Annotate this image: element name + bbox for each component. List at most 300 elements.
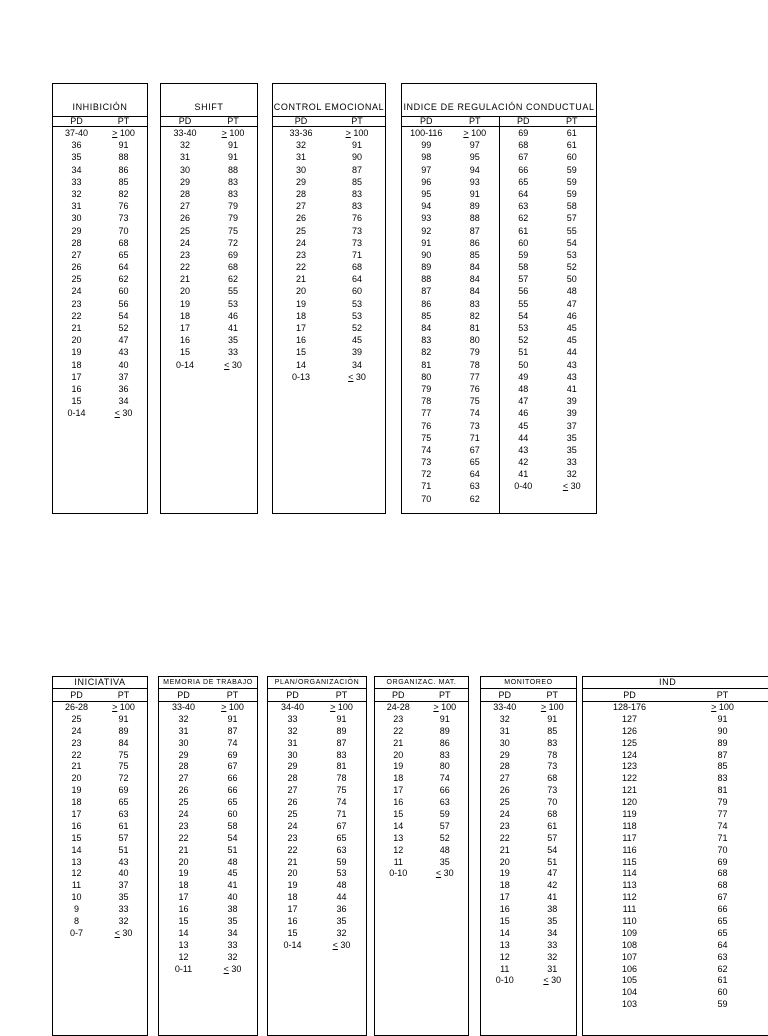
pt-cell: 78 <box>336 773 347 784</box>
pd-cell: 73 <box>421 457 432 468</box>
pt-cell: 68 <box>351 262 362 273</box>
table-row <box>53 359 147 371</box>
pt-cell: 40 <box>118 868 129 879</box>
pt-cell: 82 <box>469 310 480 321</box>
pd-cell: 11 <box>500 963 510 974</box>
pt-cell: 61 <box>547 820 558 831</box>
pd-cell: 16 <box>178 904 189 915</box>
table-row <box>268 857 366 869</box>
pd-cell: 64 <box>518 188 529 199</box>
table-row <box>583 975 768 987</box>
pd-cell: 74 <box>421 444 432 455</box>
pd-cell: 48 <box>518 383 529 394</box>
pt-cell: 38 <box>547 904 558 915</box>
table-row <box>273 139 385 151</box>
table-row <box>53 212 147 224</box>
table-row <box>481 868 576 880</box>
pd-cell: 23 <box>71 737 82 748</box>
pt-cell: 32 <box>336 927 347 938</box>
pt-cell: 47 <box>118 335 129 346</box>
table-row <box>53 904 147 916</box>
pt-cell: 36 <box>336 904 347 915</box>
pt-cell: 86 <box>469 237 480 248</box>
table-row <box>268 821 366 833</box>
pd-cell: 54 <box>518 310 529 321</box>
pt-cell: 53 <box>566 249 577 260</box>
pd-cell: 8 <box>73 916 79 927</box>
pd-cell: 16 <box>71 383 82 394</box>
table-row <box>53 310 147 322</box>
pd-cell: 34 <box>71 164 82 175</box>
pd-cell: 31 <box>287 737 298 748</box>
table-row <box>481 904 576 916</box>
table-row <box>53 845 147 857</box>
pd-cell: 29 <box>287 761 298 772</box>
pd-cell: 121 <box>621 785 638 796</box>
table-title: MEMORIA DE TRABAJO <box>163 679 253 686</box>
table-row <box>375 761 468 773</box>
pd-cell: 29 <box>178 749 189 760</box>
pd-cell: 27 <box>287 785 298 796</box>
pt-cell: 69 <box>118 785 129 796</box>
pt-cell: 32 <box>227 951 238 962</box>
pt-cell: < 30 <box>114 408 133 419</box>
pt-cell: 54 <box>227 832 238 843</box>
table-row <box>159 904 257 916</box>
pd-cell: 12 <box>393 844 404 855</box>
pd-cell: 72 <box>421 469 432 480</box>
pd-cell: 27 <box>179 201 190 212</box>
pt-cell: 56 <box>118 298 129 309</box>
pt-cell: 81 <box>336 761 347 772</box>
pt-cell: 62 <box>469 493 480 504</box>
table-row <box>273 322 385 334</box>
table-row <box>53 237 147 249</box>
pd-cell: 77 <box>421 408 432 419</box>
pt-cell: 93 <box>469 176 480 187</box>
pt-cell: 60 <box>227 809 238 820</box>
pd-cell: 27 <box>71 249 82 260</box>
pd-cell: 15 <box>287 927 298 938</box>
pt-cell: 94 <box>469 164 480 175</box>
header-pt: PT <box>565 116 578 126</box>
pt-cell: 47 <box>547 868 558 879</box>
table-row <box>161 188 257 200</box>
pd-cell: 23 <box>179 249 190 260</box>
pd-cell: 16 <box>499 904 510 915</box>
pd-cell: 80 <box>421 371 432 382</box>
pd-cell: 115 <box>622 856 637 867</box>
table-row <box>375 773 468 785</box>
pd-cell: 70 <box>421 493 432 504</box>
table-row <box>159 797 257 809</box>
table-row <box>273 298 385 310</box>
pt-cell: 45 <box>351 335 362 346</box>
pd-cell: 104 <box>621 987 638 998</box>
table-row <box>161 322 257 334</box>
pd-cell: 13 <box>71 856 82 867</box>
pt-cell: 53 <box>336 868 347 879</box>
pd-cell: 32 <box>178 713 189 724</box>
pt-cell: 80 <box>439 761 450 772</box>
pt-cell: 76 <box>469 383 480 394</box>
table-row <box>583 797 768 809</box>
table-row <box>481 821 576 833</box>
pd-cell: 18 <box>295 310 306 321</box>
table-row <box>273 261 385 273</box>
table-row <box>53 785 147 797</box>
pt-cell: 39 <box>566 408 577 419</box>
table-title: ORGANIZAC. MAT. <box>386 679 457 686</box>
table-row <box>273 310 385 322</box>
pt-cell: 65 <box>336 832 347 843</box>
header-pd: PD <box>623 690 636 700</box>
table-row <box>159 928 257 940</box>
table-row <box>159 940 257 952</box>
pt-cell: > 100 <box>330 702 353 712</box>
table-row <box>53 916 147 928</box>
table-header <box>159 688 257 702</box>
pd-cell: 20 <box>295 286 306 297</box>
table-organizac-mat <box>374 676 469 1036</box>
table-row <box>481 833 576 845</box>
pt-cell: 55 <box>227 286 238 297</box>
header-pt: PT <box>351 116 363 126</box>
pt-cell: 54 <box>547 844 558 855</box>
pd-cell: 57 <box>518 274 529 285</box>
pt-cell: 74 <box>439 773 450 784</box>
pt-cell: 51 <box>227 844 238 855</box>
pt-cell: 57 <box>118 832 129 843</box>
table-row <box>268 761 366 773</box>
pd-cell: 28 <box>179 188 190 199</box>
pd-cell: 31 <box>71 201 82 212</box>
pd-cell: 14 <box>393 820 404 831</box>
table-row <box>375 714 468 726</box>
pt-cell: 60 <box>351 286 362 297</box>
pd-cell: 81 <box>421 359 432 370</box>
pd-cell: 19 <box>393 761 404 772</box>
pd-cell: 22 <box>499 832 510 843</box>
table-row <box>481 714 576 726</box>
pt-cell: 69 <box>227 249 238 260</box>
pd-cell: 21 <box>178 844 189 855</box>
pt-cell: 41 <box>227 880 238 891</box>
pd-cell: 21 <box>295 274 306 285</box>
table-row <box>375 857 468 869</box>
table-row <box>268 773 366 785</box>
pt-cell: 45 <box>227 868 238 879</box>
table-row <box>53 139 147 151</box>
pt-cell: 76 <box>351 213 362 224</box>
pt-cell: 53 <box>351 310 362 321</box>
pd-cell: 17 <box>499 892 510 903</box>
pt-cell: 41 <box>227 323 238 333</box>
table-row <box>375 821 468 833</box>
table-row <box>273 200 385 212</box>
pd-cell: 109 <box>621 927 638 938</box>
header-pd: PD <box>178 116 192 126</box>
pt-cell: 78 <box>469 359 480 370</box>
table-row <box>583 857 768 869</box>
pt-cell: 86 <box>439 737 450 748</box>
table-row <box>268 714 366 726</box>
pd-cell: 44 <box>518 432 529 443</box>
pd-cell: 42 <box>518 457 529 468</box>
pt-cell: 48 <box>439 844 450 855</box>
table-row <box>159 868 257 880</box>
pt-cell: 74 <box>227 737 238 748</box>
pd-cell: 14 <box>178 927 189 938</box>
pd-cell: 116 <box>622 844 637 855</box>
pt-cell: 91 <box>469 188 480 199</box>
table-row <box>161 285 257 297</box>
table-row <box>481 892 576 904</box>
table-plan-organizacion <box>267 676 367 1036</box>
pd-cell: 24-28 <box>386 702 410 712</box>
pd-cell: 25 <box>295 225 306 236</box>
pt-cell: 73 <box>351 237 362 248</box>
table-row <box>53 127 147 139</box>
table-row <box>268 702 366 714</box>
pt-cell: 82 <box>118 188 129 199</box>
table-row <box>268 750 366 762</box>
pd-cell: 32 <box>71 188 82 199</box>
table-shift <box>160 83 258 514</box>
pd-cell: 0-10 <box>389 868 408 879</box>
pt-cell: 85 <box>351 176 362 187</box>
pd-cell: 27 <box>499 773 510 784</box>
pt-cell: 68 <box>717 880 728 891</box>
pt-cell: 71 <box>717 832 728 843</box>
table-row <box>481 857 576 869</box>
pd-cell: 83 <box>421 335 432 346</box>
pt-cell: 81 <box>469 323 480 333</box>
pd-cell: 119 <box>622 809 637 820</box>
table-row <box>161 346 257 358</box>
table-row <box>161 310 257 322</box>
table-row <box>53 151 147 163</box>
pt-cell: < 30 <box>543 975 562 986</box>
pd-cell: 24 <box>71 725 82 736</box>
pt-cell: 71 <box>336 809 347 820</box>
pt-cell: 51 <box>118 844 129 855</box>
table-row <box>583 952 768 964</box>
pd-cell: 67 <box>518 152 529 163</box>
pt-cell: 91 <box>351 140 362 151</box>
pd-cell: 13 <box>393 832 404 843</box>
pd-cell: 110 <box>622 916 637 927</box>
pd-cell: 19 <box>287 880 298 891</box>
pt-cell: 59 <box>336 856 347 867</box>
header-pt: PT <box>117 690 130 700</box>
pt-cell: 70 <box>547 797 558 808</box>
table-row <box>53 880 147 892</box>
pd-cell: 108 <box>621 939 638 950</box>
pd-cell: 25 <box>499 797 510 808</box>
table-header <box>161 116 257 127</box>
pt-cell: > 100 <box>221 128 245 138</box>
pd-cell: 28 <box>287 773 298 784</box>
table-title: SHIFT <box>194 102 224 112</box>
pt-cell: 44 <box>336 892 347 903</box>
table-row <box>159 785 257 797</box>
pd-cell: 97 <box>421 164 432 175</box>
pt-cell: < 30 <box>114 927 133 938</box>
pd-cell: 16 <box>393 797 404 808</box>
table-monitoreo <box>480 676 577 1036</box>
pd-cell: 30 <box>499 737 510 748</box>
header-pd: PD <box>70 690 83 700</box>
table-row <box>273 225 385 237</box>
table-row <box>53 395 147 407</box>
pd-cell: 18 <box>287 892 298 903</box>
table-row <box>375 726 468 738</box>
table-row <box>161 225 257 237</box>
table-row <box>481 797 576 809</box>
pd-cell: 55 <box>518 298 529 309</box>
pd-cell: 25 <box>179 225 190 236</box>
pt-cell: 88 <box>118 152 129 163</box>
pt-cell: 52 <box>118 323 129 333</box>
pt-cell: 83 <box>336 749 347 760</box>
pt-cell: 63 <box>336 844 347 855</box>
table-row <box>53 273 147 285</box>
pt-cell: 79 <box>227 201 238 212</box>
pt-cell: 83 <box>351 188 362 199</box>
pd-cell: 15 <box>178 916 189 927</box>
pt-cell: > 100 <box>433 702 457 712</box>
pt-cell: 76 <box>118 201 129 212</box>
pt-cell: 91 <box>227 713 238 724</box>
table-row <box>273 285 385 297</box>
pd-cell: 19 <box>71 785 82 796</box>
pt-cell: 33 <box>118 904 129 915</box>
pd-cell: 125 <box>621 737 638 748</box>
pd-cell: 18 <box>71 797 82 808</box>
pt-cell: 89 <box>118 725 129 736</box>
pd-cell: 43 <box>518 444 529 455</box>
pd-cell: 19 <box>178 868 189 879</box>
pd-cell: 32 <box>287 725 298 736</box>
pd-cell: 12 <box>499 951 510 962</box>
table-row <box>583 845 768 857</box>
table-row <box>159 726 257 738</box>
pt-cell: 65 <box>118 249 129 260</box>
table-row <box>481 975 576 987</box>
pd-cell: 87 <box>421 286 432 297</box>
pd-cell: 15 <box>393 809 404 820</box>
pt-cell: 52 <box>351 323 362 333</box>
pd-cell: 22 <box>287 844 298 855</box>
pt-cell: 73 <box>469 420 480 431</box>
pt-cell: 90 <box>717 725 728 736</box>
pt-cell: 33 <box>227 939 238 950</box>
table-row <box>273 212 385 224</box>
table-title: INHIBICIÓN <box>72 102 128 112</box>
pt-cell: 37 <box>566 420 577 431</box>
table-title: CONTROL EMOCIONAL <box>273 102 385 112</box>
pd-cell: 28 <box>295 188 306 199</box>
pd-cell: 0-14 <box>67 408 86 419</box>
pt-cell: 91 <box>118 713 129 724</box>
pt-cell: 37 <box>118 371 129 382</box>
pd-cell: 103 <box>621 999 638 1010</box>
header-pt: PT <box>335 690 348 700</box>
table-row <box>375 702 468 714</box>
pt-cell: > 100 <box>112 128 135 138</box>
table-row <box>53 225 147 237</box>
pt-cell: > 100 <box>540 702 564 712</box>
pd-cell: 91 <box>421 237 432 248</box>
table-row <box>268 809 366 821</box>
pt-cell: 52 <box>439 832 450 843</box>
table-row <box>53 164 147 176</box>
pd-cell: 29 <box>179 176 190 187</box>
table-row <box>583 928 768 940</box>
pt-cell: < 30 <box>562 481 581 492</box>
table-row <box>53 761 147 773</box>
table-row <box>161 139 257 151</box>
pt-cell: 73 <box>547 785 558 796</box>
table-row <box>481 916 576 928</box>
pd-cell: 26 <box>178 785 189 796</box>
pt-cell: 83 <box>351 201 362 212</box>
table-row <box>53 702 147 714</box>
pt-cell: 41 <box>566 383 577 394</box>
header-pt: PT <box>546 690 558 700</box>
pd-cell: 16 <box>71 820 82 831</box>
pt-cell: 33 <box>547 939 558 950</box>
pd-cell: 12 <box>178 951 189 962</box>
pd-cell: 11 <box>71 880 82 891</box>
table-row <box>53 868 147 880</box>
pt-cell: 66 <box>227 773 238 784</box>
table-header <box>375 688 468 702</box>
table-row <box>268 928 366 940</box>
pt-cell: 69 <box>717 856 728 867</box>
table-row <box>268 797 366 809</box>
pd-cell: 22 <box>71 749 82 760</box>
pd-cell: 26 <box>295 213 306 224</box>
pd-cell: 21 <box>179 274 190 285</box>
table-row <box>161 151 257 163</box>
pt-cell: 95 <box>469 152 480 163</box>
pt-cell: 72 <box>118 773 129 784</box>
pt-cell: 89 <box>439 725 450 736</box>
pd-cell: 15 <box>71 832 82 843</box>
table-row <box>53 833 147 845</box>
table-header <box>481 688 576 702</box>
pt-cell: 65 <box>227 797 238 808</box>
pt-cell: 74 <box>469 408 480 419</box>
pt-cell: 87 <box>717 749 728 760</box>
pt-cell: 35 <box>566 444 577 455</box>
table-row <box>159 892 257 904</box>
table-row <box>159 857 257 869</box>
table-row <box>481 952 576 964</box>
pt-cell: 89 <box>469 201 480 212</box>
pt-cell: 97 <box>469 140 480 151</box>
pt-cell: 75 <box>469 396 480 407</box>
pd-cell: 24 <box>178 809 189 820</box>
pt-cell: 88 <box>469 213 480 224</box>
pd-cell: 18 <box>499 880 510 891</box>
table-row <box>583 833 768 845</box>
header-pt: PT <box>468 116 481 126</box>
pt-cell: 84 <box>469 262 480 273</box>
pt-cell: 43 <box>566 371 577 382</box>
